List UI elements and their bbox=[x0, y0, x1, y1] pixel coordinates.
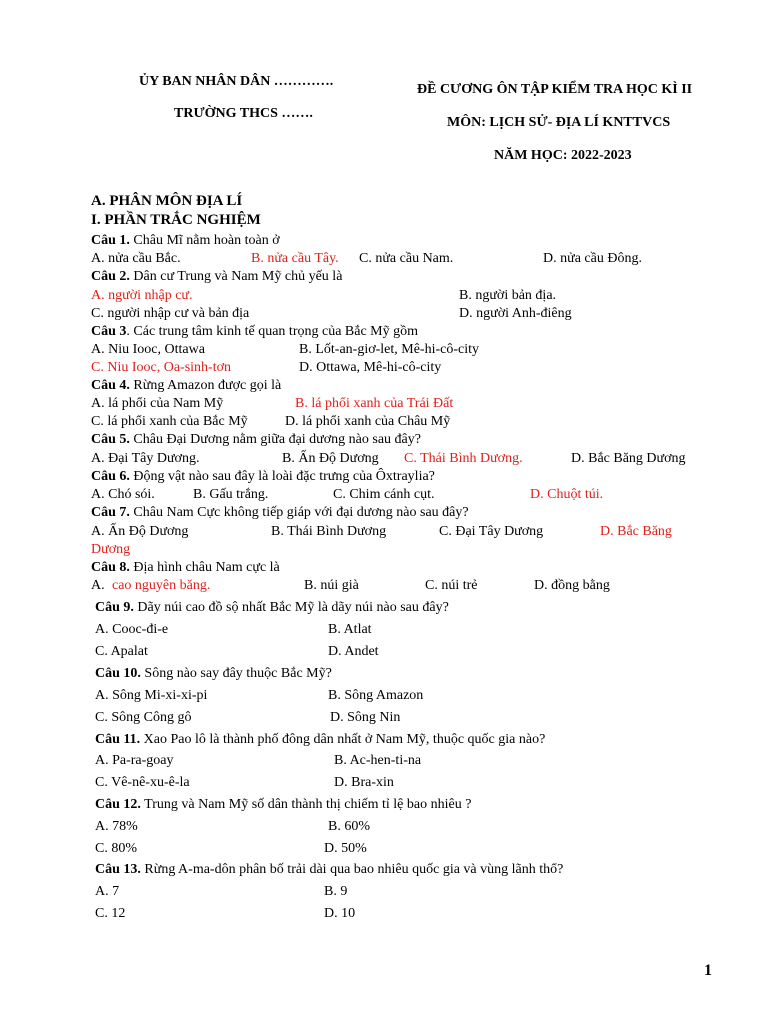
option-6b: B. Gấu trắng. bbox=[193, 487, 269, 502]
question-11 bbox=[95, 732, 545, 748]
question-3 bbox=[91, 324, 418, 340]
question-12 bbox=[95, 797, 471, 813]
question-1 bbox=[91, 233, 280, 249]
question-4 bbox=[91, 378, 281, 394]
question-number: Câu 12. bbox=[95, 797, 141, 812]
school-name: TRƯỜNG THCS ……. bbox=[174, 106, 313, 121]
question-number: Câu 9. bbox=[95, 600, 134, 615]
option-7d-answer-continued: Dương bbox=[91, 542, 131, 557]
option-12a: A. 78% bbox=[95, 819, 138, 834]
option-11a: A. Pa-ra-goay bbox=[95, 753, 174, 768]
question-number: Câu 2. bbox=[91, 269, 130, 284]
option-4d: D. lá phổi xanh của Châu Mỹ bbox=[285, 414, 451, 429]
question-10 bbox=[95, 666, 332, 682]
option-4c: C. lá phổi xanh của Bắc Mỹ bbox=[91, 414, 248, 429]
option-8a-answer: cao nguyên băng. bbox=[112, 578, 211, 593]
option-8b: B. núi già bbox=[304, 578, 359, 593]
option-11c: C. Vê-nê-xu-ê-la bbox=[95, 775, 190, 790]
option-1b-answer: B. nửa cầu Tây. bbox=[251, 251, 339, 266]
option-3d: D. Ottawa, Mê-hi-cô-city bbox=[299, 360, 442, 375]
option-12d: D. 50% bbox=[324, 841, 367, 856]
question-text: Địa hình châu Nam cực là bbox=[129, 560, 280, 575]
question-5 bbox=[91, 432, 421, 448]
option-5b: B. Ấn Độ Dương bbox=[282, 451, 379, 466]
option-10a: A. Sông Mi-xi-xi-pi bbox=[95, 688, 208, 703]
option-3a: A. Niu Iooc, Ottawa bbox=[91, 342, 205, 357]
option-2a-answer: A. người nhập cư. bbox=[91, 288, 193, 303]
question-number: Câu 4. bbox=[91, 378, 130, 393]
option-3b: B. Lốt-an-giơ-let, Mê-hi-cô-city bbox=[299, 342, 480, 357]
question-number: Câu 11. bbox=[95, 732, 141, 747]
section-title-multiple-choice: I. PHẦN TRẮC NGHIỆM bbox=[91, 212, 261, 228]
option-6a: A. Chó sói. bbox=[91, 487, 155, 502]
option-7b: B. Thái Bình Dương bbox=[271, 524, 387, 539]
option-9c: C. Apalat bbox=[95, 644, 148, 659]
option-13a: A. 7 bbox=[95, 884, 120, 899]
option-8d: D. đồng bằng bbox=[534, 578, 610, 593]
option-10d: D. Sông Nin bbox=[330, 710, 401, 725]
question-text: Rừng A-ma-dôn phân bố trải dài qua bao nhiêu quốc gia và vùng lãnh thổ? bbox=[140, 862, 564, 877]
option-7a: A. Ấn Độ Dương bbox=[91, 524, 189, 539]
option-7c: C. Đại Tây Dương bbox=[439, 524, 544, 539]
option-2b: B. người bản địa. bbox=[459, 288, 557, 303]
option-2c: C. người nhập cư và bản địa bbox=[91, 306, 250, 321]
question-number: Câu 1. bbox=[91, 233, 130, 248]
option-5c-answer: C. Thái Bình Dương. bbox=[404, 451, 523, 466]
option-13d: D. 10 bbox=[324, 906, 356, 921]
option-12c: C. 80% bbox=[95, 841, 137, 856]
option-11d: D. Bra-xin bbox=[334, 775, 394, 790]
option-12b: B. 60% bbox=[328, 819, 370, 834]
question-text: . Các trung tâm kinh tế quan trọng của Bắc Mỹ gồm bbox=[126, 324, 419, 339]
option-1c: C. nửa cầu Nam. bbox=[359, 251, 454, 266]
question-number: Câu 7. bbox=[91, 505, 130, 520]
option-10b: B. Sông Amazon bbox=[328, 688, 424, 703]
subject-line: MÔN: LỊCH SỬ- ĐỊA LÍ KNTTVCS bbox=[447, 115, 671, 130]
option-10c: C. Sông Công gô bbox=[95, 710, 192, 725]
question-13 bbox=[95, 862, 563, 878]
question-2 bbox=[91, 269, 342, 285]
school-year: NĂM HỌC: 2022-2023 bbox=[494, 148, 632, 163]
option-6d-answer: D. Chuột túi. bbox=[530, 487, 604, 502]
option-1a: A. nửa cầu Bắc. bbox=[91, 251, 181, 266]
page-number: 1 bbox=[704, 962, 712, 979]
option-13c: C. 12 bbox=[95, 906, 126, 921]
option-5a: A. Đại Tây Dương. bbox=[91, 451, 200, 466]
question-number: Câu 8. bbox=[91, 560, 130, 575]
option-4b-answer: B. lá phổi xanh của Trái Đất bbox=[295, 396, 454, 411]
option-13b: B. 9 bbox=[324, 884, 348, 899]
question-text: Trung và Nam Mỹ số dân thành thị chiếm tỉ lệ bao nhiêu ? bbox=[140, 797, 472, 812]
option-4a: A. lá phổi của Nam Mỹ bbox=[91, 396, 224, 411]
section-title-geography: A. PHÂN MÔN ĐỊA LÍ bbox=[91, 193, 243, 209]
question-text: Dân cư Trung và Nam Mỹ chủ yếu là bbox=[129, 269, 343, 284]
question-text: Rừng Amazon được gọi là bbox=[129, 378, 282, 393]
question-text: Động vật nào sau đây là loài đặc trưng của Ôxtraylia? bbox=[129, 469, 435, 484]
option-2d: D. người Anh-điêng bbox=[459, 306, 572, 321]
question-text: Dãy núi cao đồ sộ nhất Bắc Mỹ là dãy núi nào sau đây? bbox=[133, 600, 449, 615]
question-7 bbox=[91, 505, 469, 521]
option-6c: C. Chim cánh cụt. bbox=[333, 487, 435, 502]
option-11b: B. Ac-hen-ti-na bbox=[334, 753, 422, 768]
question-9 bbox=[95, 600, 449, 616]
option-7d-answer: D. Bắc Băng bbox=[600, 524, 672, 539]
option-1d: D. nửa cầu Đông. bbox=[543, 251, 642, 266]
question-8 bbox=[91, 560, 280, 576]
option-8a-label: A. bbox=[91, 578, 105, 593]
question-number: Câu 6. bbox=[91, 469, 130, 484]
option-9b: B. Atlat bbox=[328, 622, 372, 637]
option-9a: A. Cooc-đi-e bbox=[95, 622, 169, 637]
option-8c: C. núi trẻ bbox=[425, 578, 478, 593]
question-text: Châu Nam Cực không tiếp giáp với đại dương nào sau đây? bbox=[129, 505, 469, 520]
question-number: Câu 10. bbox=[95, 666, 141, 681]
question-number: Câu 13. bbox=[95, 862, 141, 877]
option-5d: D. Bắc Băng Dương bbox=[571, 451, 686, 466]
question-number: Câu 5. bbox=[91, 432, 130, 447]
question-6 bbox=[91, 469, 435, 485]
question-text: Châu Đại Dương nằm giữa đại dương nào sau đây? bbox=[129, 432, 421, 447]
option-3c-answer: C. Niu Iooc, Oa-sinh-tơn bbox=[91, 360, 231, 375]
question-text: Châu Mĩ nằm hoàn toàn ở bbox=[129, 233, 280, 248]
option-9d: D. Andet bbox=[328, 644, 379, 659]
committee-name: ỦY BAN NHÂN DÂN …………. bbox=[139, 74, 334, 89]
question-number: Câu 3 bbox=[91, 324, 127, 339]
question-text: Sông nào say đây thuộc Bắc Mỹ? bbox=[140, 666, 332, 681]
question-text: Xao Pao lô là thành phố đông dân nhất ở Nam Mỹ, thuộc quốc gia nào? bbox=[140, 732, 546, 747]
document-title: ĐỀ CƯƠNG ÔN TẬP KIỂM TRA HỌC KÌ II bbox=[417, 82, 693, 97]
